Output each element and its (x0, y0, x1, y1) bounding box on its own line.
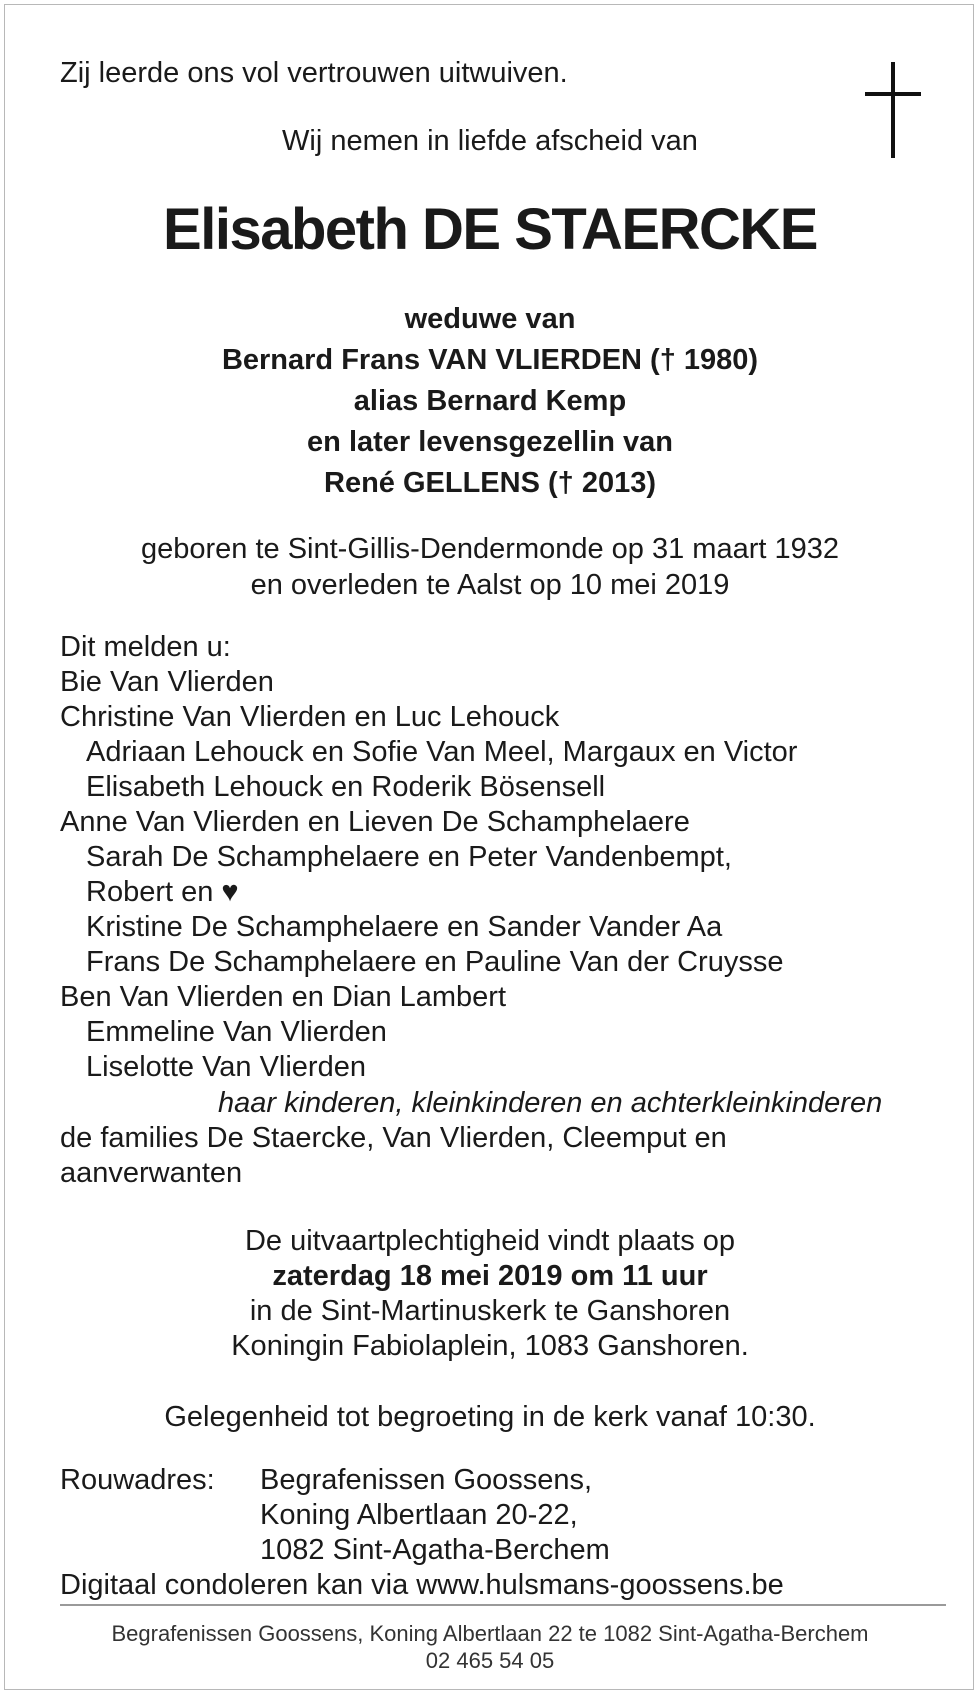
condolence-line: Digitaal condoleren kan via www.hulsmans-goossens.be (60, 1569, 784, 1601)
family-member: Bie Van Vlierden (60, 666, 274, 698)
footer-company: Begrafenissen Goossens, Koning Albertlaan 22 te 1082 Sint-Agatha-Berchem (111, 1621, 869, 1646)
family-member: Kristine De Schamphelaere en Sander Vander Aa (86, 911, 723, 943)
families-line: de families De Staercke, Van Vlierden, Cleemput en (60, 1122, 727, 1154)
family-member: Frans De Schamphelaere en Pauline Van der Cruysse (86, 946, 784, 978)
death-line: en overleden te Aalst op 10 mei 2019 (250, 569, 730, 601)
family-member: Sarah De Schamphelaere en Peter Vandenbempt, (86, 841, 732, 873)
family-member: Christine Van Vlierden en Luc Lehouck (60, 701, 560, 733)
relation-line-4: en later levensgezellin van (307, 426, 673, 458)
relation-line-5: René GELLENS († 2013) (324, 467, 656, 499)
intro-line: Wij nemen in liefde afscheid van (282, 125, 698, 157)
ceremony-datetime: zaterdag 18 mei 2019 om 11 uur (272, 1260, 708, 1292)
family-heading: Dit melden u: (60, 631, 231, 663)
footer-phone: 02 465 54 05 (425, 1648, 555, 1673)
mourning-address-line: 1082 Sint-Agatha-Berchem (260, 1534, 610, 1566)
greeting-line: Gelegenheid tot begroeting in de kerk vanaf 10:30. (164, 1401, 816, 1433)
family-member: Ben Van Vlierden en Dian Lambert (60, 981, 507, 1013)
relation-line-1: weduwe van (404, 303, 576, 335)
ceremony-church: in de Sint-Martinuskerk te Ganshoren (249, 1295, 731, 1327)
ceremony-address: Koningin Fabiolaplein, 1083 Ganshoren. (231, 1330, 749, 1362)
relation-line-3: alias Bernard Kemp (353, 385, 627, 417)
family-member: Anne Van Vlierden en Lieven De Schamphelaere (60, 806, 690, 838)
mourning-address-label: Rouwadres: (60, 1464, 215, 1496)
family-member: Adriaan Lehouck en Sofie Van Meel, Margaux en Victor (86, 736, 798, 768)
family-member: Elisabeth Lehouck en Roderik Bösensell (86, 771, 606, 803)
mourning-address-line: Koning Albertlaan 20-22, (260, 1499, 578, 1531)
families-line-cont: aanverwanten (60, 1157, 243, 1189)
footer-divider (60, 1604, 946, 1606)
ceremony-intro: De uitvaartplechtigheid vindt plaats op (244, 1225, 736, 1257)
mourning-address-line: Begrafenissen Goossens, (260, 1464, 593, 1496)
opening-quote: Zij leerde ons vol vertrouwen uitwuiven. (60, 57, 568, 89)
deceased-name: Elisabeth DE STAERCKE (163, 197, 817, 262)
birth-line: geboren te Sint-Gillis-Dendermonde op 31 maart 1932 (140, 533, 839, 565)
relation-line-2: Bernard Frans VAN VLIERDEN († 1980) (221, 344, 759, 376)
family-member: Robert en ♥ (86, 876, 239, 908)
family-relation: haar kinderen, kleinkinderen en achterkleinkinderen (218, 1087, 883, 1119)
family-member: Emmeline Van Vlierden (86, 1016, 387, 1048)
family-member: Liselotte Van Vlierden (86, 1051, 366, 1083)
